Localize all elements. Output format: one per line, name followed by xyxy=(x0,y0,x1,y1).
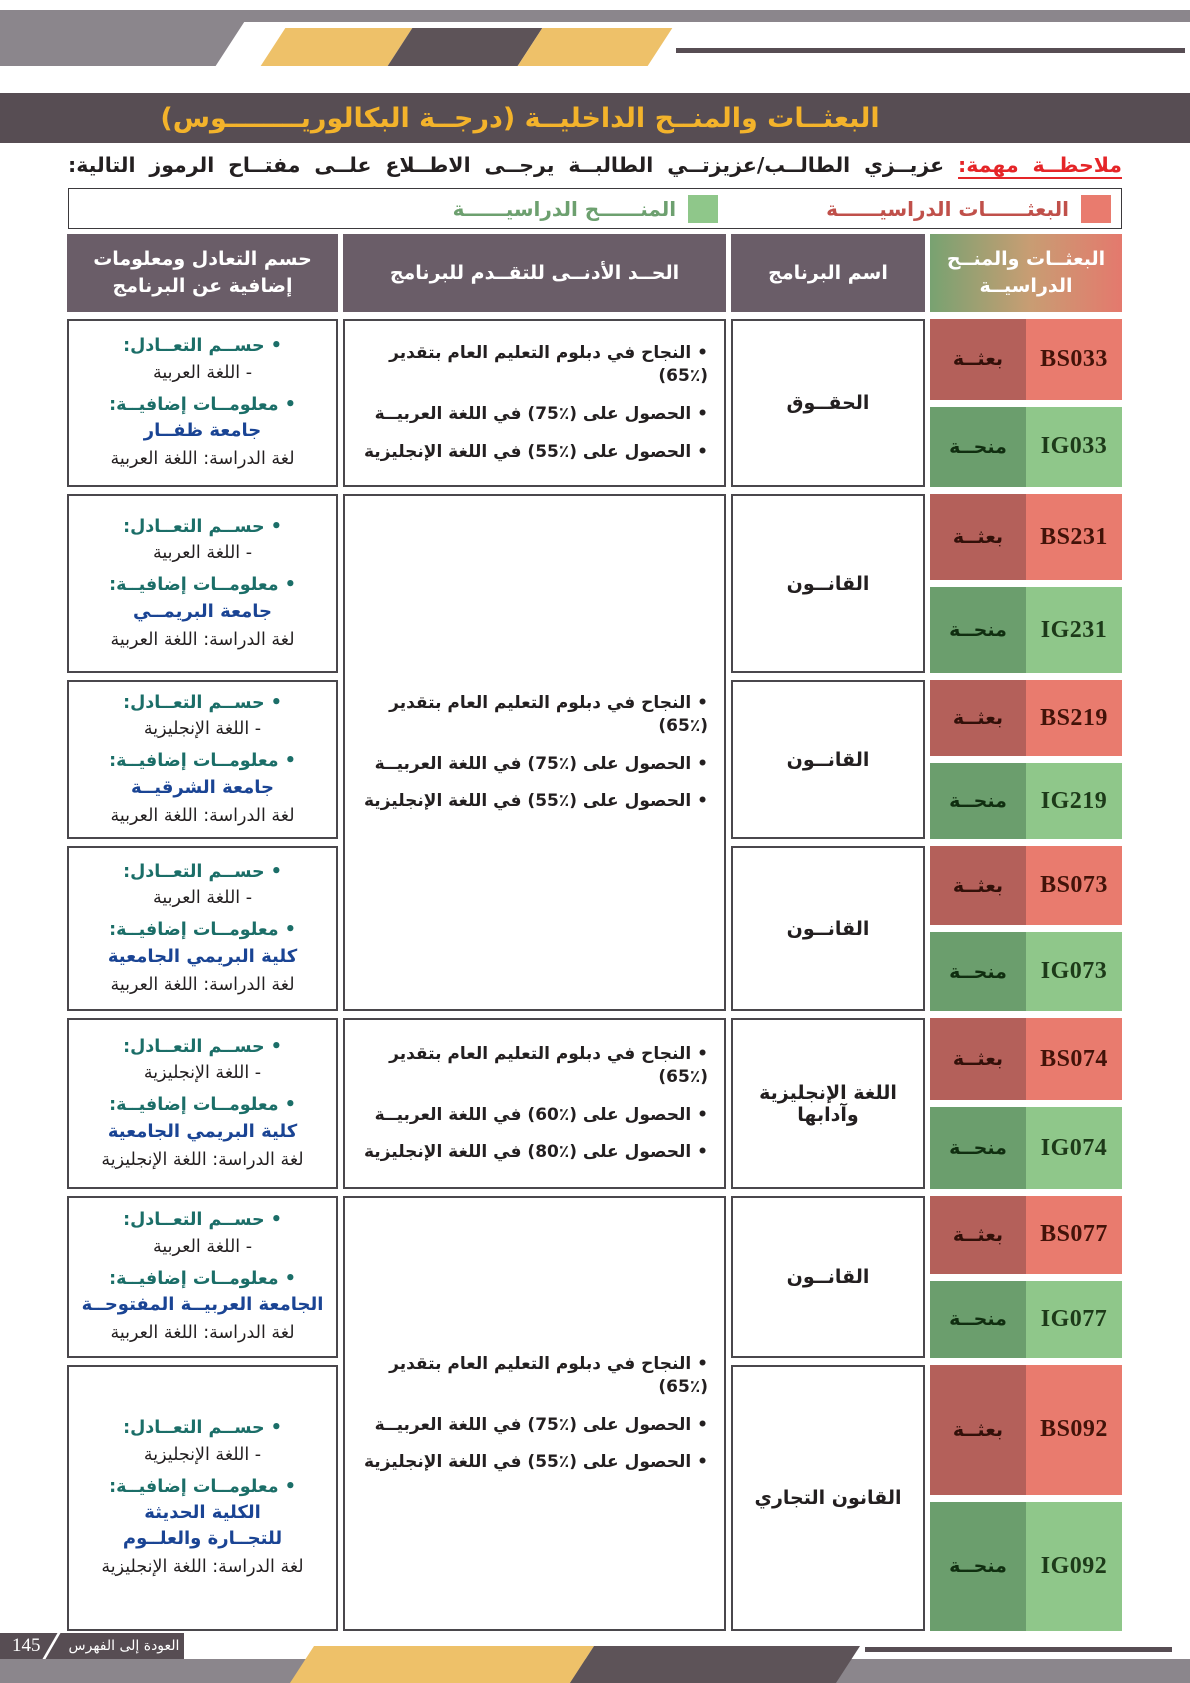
tie-break-label: • حســم التعــادل: xyxy=(123,692,282,713)
grant-code: IG077 xyxy=(1040,1305,1108,1332)
scholarship-code: BS092 xyxy=(1040,1416,1108,1443)
codes-cell xyxy=(930,1018,1122,1189)
study-language: لغة الدراسة: اللغة العربية xyxy=(110,805,295,826)
footer-slash-divider xyxy=(40,1629,73,1663)
requirement-line: • الحصول على (٪55) في اللغة الإنجليزية xyxy=(364,791,708,812)
requirements-cell-merged xyxy=(343,1196,726,1631)
note-label: ملاحظــة مهمة: xyxy=(958,153,1122,177)
legend-item-grants xyxy=(453,195,719,223)
grant-pair xyxy=(930,407,1122,488)
grant-code: IG231 xyxy=(1040,616,1108,643)
grant-pair xyxy=(930,932,1122,1011)
grant-type-label: منحــة xyxy=(949,435,1007,458)
header-program-column: اسم البرنامج xyxy=(731,234,925,312)
tie-break-value: - اللغة العربية xyxy=(152,888,253,909)
scholarship-type-label: بعثــة xyxy=(952,707,1004,729)
info-cell xyxy=(67,319,338,487)
grant-pair xyxy=(930,1107,1122,1189)
scholarship-code: BS033 xyxy=(1040,345,1108,372)
requirements-cell xyxy=(343,1018,726,1189)
scholarship-type-label: بعثــة xyxy=(952,1048,1004,1070)
bottom-rule-line xyxy=(865,1647,1172,1652)
tie-break-value: - اللغة الإنجليزية xyxy=(143,1063,262,1084)
program-cell: القانــون xyxy=(731,1196,925,1358)
codes-cell xyxy=(930,494,1122,673)
study-language: لغة الدراسة: اللغة العربية xyxy=(110,629,295,650)
extra-info-label: • معلومــات إضافيــة: xyxy=(109,1476,296,1497)
requirement-line: • النجاح في دبلوم التعليم العام بتقدير (٪65) xyxy=(389,1353,708,1397)
tie-break-value: - اللغة العربية xyxy=(152,1236,253,1257)
top-rule-line xyxy=(676,48,1185,53)
program-cell: الحقــوق xyxy=(731,319,925,487)
tie-break-value: - اللغة الإنجليزية xyxy=(143,719,262,740)
grant-type-label: منحــة xyxy=(949,790,1007,812)
university-name: جامعة البريمــي xyxy=(132,600,273,622)
scholarship-code: BS231 xyxy=(1040,523,1108,550)
tie-break-label: • حســم التعــادل: xyxy=(123,1210,282,1231)
top-yellow-parallelogram-2 xyxy=(518,28,673,66)
grant-color-swatch xyxy=(688,195,718,223)
legend-scholarships-label: البعثــــــات الدراسيــــــة xyxy=(826,196,1069,221)
grant-code: IG219 xyxy=(1040,787,1108,814)
requirement-line: • الحصول على (٪80) في اللغة الإنجليزية xyxy=(364,1142,708,1163)
scholarship-pair xyxy=(930,1196,1122,1274)
requirement-line: • الحصول على (٪55) في اللغة الإنجليزية xyxy=(364,441,708,462)
top-yellow-parallelogram-1 xyxy=(261,28,413,66)
grant-code: IG074 xyxy=(1040,1134,1108,1161)
header-minimum-column: الحــد الأدنــى للتقــدم للبرنامج xyxy=(343,234,726,312)
study-language: لغة الدراسة: اللغة العربية xyxy=(110,1323,295,1344)
extra-info-label: • معلومــات إضافيــة: xyxy=(109,394,296,415)
scholarship-color-swatch xyxy=(1081,195,1111,223)
tie-break-label: • حســم التعــادل: xyxy=(123,336,282,357)
program-cell: القانــون xyxy=(731,846,925,1011)
scholarship-pair xyxy=(930,319,1122,400)
study-language: لغة الدراسة: اللغة الإنجليزية xyxy=(101,1557,304,1578)
grant-code: IG033 xyxy=(1040,433,1108,460)
tie-break-label: • حســم التعــادل: xyxy=(123,1418,282,1439)
scholarship-pair xyxy=(930,680,1122,756)
info-cell xyxy=(67,1365,338,1631)
legend-box xyxy=(68,188,1122,229)
university-name: الكلية الحديثة xyxy=(144,1502,261,1524)
tie-break-value: - اللغة العربية xyxy=(152,362,253,383)
info-cell xyxy=(67,494,338,673)
scholarship-type-label: بعثــة xyxy=(952,1223,1004,1246)
codes-cell xyxy=(930,846,1122,1011)
grant-pair xyxy=(930,1502,1122,1632)
info-cell xyxy=(67,680,338,839)
requirement-line: • الحصول على (٪55) في اللغة الإنجليزية xyxy=(364,1452,708,1473)
tie-break-value: - اللغة الإنجليزية xyxy=(143,1444,262,1465)
scholarship-type-label: بعثــة xyxy=(952,348,1004,371)
codes-cell xyxy=(930,680,1122,839)
university-name: كلية البريمي الجامعية xyxy=(107,1120,298,1142)
note-text: عزيــزي الطالــب/عزيزتــي الطالبــة يرجــى الاطــلاع علــى مفتــاح الرموز التالية: xyxy=(68,153,945,177)
grant-code: IG092 xyxy=(1040,1552,1108,1579)
scholarship-code: BS074 xyxy=(1040,1045,1108,1072)
scholarship-pair xyxy=(930,494,1122,580)
grant-pair xyxy=(930,587,1122,673)
grant-type-label: منحــة xyxy=(949,1555,1007,1578)
requirement-line: • الحصول على (٪60) في اللغة العربيــة xyxy=(374,1104,708,1125)
programs-table xyxy=(67,234,1122,1631)
tie-break-value: - اللغة العربية xyxy=(152,543,253,564)
requirement-line: • النجاح في دبلوم التعليم العام بتقدير (٪65) xyxy=(389,1043,708,1087)
requirement-line: • الحصول على (٪75) في اللغة العربيــة xyxy=(374,1414,708,1435)
requirement-line: • الحصول على (٪75) في اللغة العربيــة xyxy=(374,753,708,774)
page-number: 145 xyxy=(12,1635,41,1656)
extra-info-label: • معلومــات إضافيــة: xyxy=(109,575,296,596)
top-gray-block xyxy=(0,10,252,66)
study-language: لغة الدراسة: اللغة العربية xyxy=(110,974,295,995)
tie-break-label: • حســم التعــادل: xyxy=(123,861,282,882)
scholarship-code: BS073 xyxy=(1040,872,1108,898)
study-language: لغة الدراسة: اللغة الإنجليزية xyxy=(101,1149,304,1170)
tie-break-label: • حســم التعــادل: xyxy=(123,1036,282,1057)
extra-info-label: • معلومــات إضافيــة: xyxy=(109,1095,296,1116)
back-to-index-link[interactable]: العودة إلى الفهرس xyxy=(68,1638,180,1654)
grant-pair xyxy=(930,1281,1122,1359)
info-cell xyxy=(67,1196,338,1358)
program-cell: القانون التجاري xyxy=(731,1365,925,1631)
scholarship-pair xyxy=(930,1018,1122,1100)
codes-cell xyxy=(930,319,1122,487)
grant-pair xyxy=(930,763,1122,839)
page-title: البعثــات والمنــح الداخليــة (درجــة البكالوريــــــــوس) xyxy=(160,102,880,134)
bottom-yellow-parallelogram xyxy=(290,1646,594,1683)
footer-bar xyxy=(0,1633,184,1659)
important-note xyxy=(68,150,1122,182)
program-cell: القانــون xyxy=(731,494,925,673)
grant-type-label: منحــة xyxy=(949,619,1007,641)
info-cell xyxy=(67,846,338,1011)
codes-cell xyxy=(930,1365,1122,1631)
university-name: كلية البريمي الجامعية xyxy=(107,945,298,967)
university-name-line2: للتجــارة والعلــوم xyxy=(122,1528,283,1550)
grant-type-label: منحــة xyxy=(949,960,1007,983)
grant-code: IG073 xyxy=(1040,958,1108,984)
scholarship-type-label: بعثــة xyxy=(952,526,1004,548)
scholarship-pair xyxy=(930,846,1122,925)
info-cell xyxy=(67,1018,338,1189)
header-info-column: حسم التعادل ومعلومات إضافية عن البرنامج xyxy=(67,234,338,312)
top-dark-parallelogram xyxy=(388,28,543,66)
university-name: جامعة الشرقيــة xyxy=(131,776,275,798)
header-codes-column: البعثــات والمنــح الدراسيــة xyxy=(930,234,1122,312)
scholarship-code: BS219 xyxy=(1040,704,1108,731)
codes-cell xyxy=(930,1196,1122,1358)
scholarship-code: BS077 xyxy=(1040,1221,1108,1248)
bottom-dark-parallelogram xyxy=(570,1646,860,1683)
study-language: لغة الدراسة: اللغة العربية xyxy=(110,449,295,470)
scholarship-pair xyxy=(930,1365,1122,1495)
legend-item-scholarships xyxy=(826,195,1111,223)
requirements-cell-merged xyxy=(343,494,726,1011)
program-cell: القانــون xyxy=(731,680,925,839)
requirements-cell xyxy=(343,319,726,487)
scholarship-type-label: بعثــة xyxy=(952,1418,1004,1441)
legend-grants-label: المنــــــح الدراسيــــــة xyxy=(452,196,677,221)
grant-type-label: منحــة xyxy=(949,1137,1007,1159)
requirement-line: • الحصول على (٪75) في اللغة العربيــة xyxy=(374,404,708,424)
grant-type-label: منحــة xyxy=(949,1308,1007,1331)
program-cell: اللغة الإنجليزية وآدابها xyxy=(731,1018,925,1189)
scholarship-type-label: بعثــة xyxy=(952,874,1004,897)
extra-info-label: • معلومــات إضافيــة: xyxy=(109,1268,296,1289)
university-name: جامعة ظفــار xyxy=(143,420,262,442)
tie-break-label: • حســم التعــادل: xyxy=(123,516,282,537)
university-name: الجامعة العربيــة المفتوحــة xyxy=(81,1294,324,1316)
requirement-line: • النجاح في دبلوم التعليم العام بتقدير (٪65) xyxy=(389,692,708,736)
requirement-line: • النجاح في دبلوم التعليم العام بتقدير (٪65) xyxy=(389,343,708,387)
extra-info-label: • معلومــات إضافيــة: xyxy=(109,751,296,772)
extra-info-label: • معلومــات إضافيــة: xyxy=(109,920,296,941)
title-band xyxy=(0,93,1190,143)
